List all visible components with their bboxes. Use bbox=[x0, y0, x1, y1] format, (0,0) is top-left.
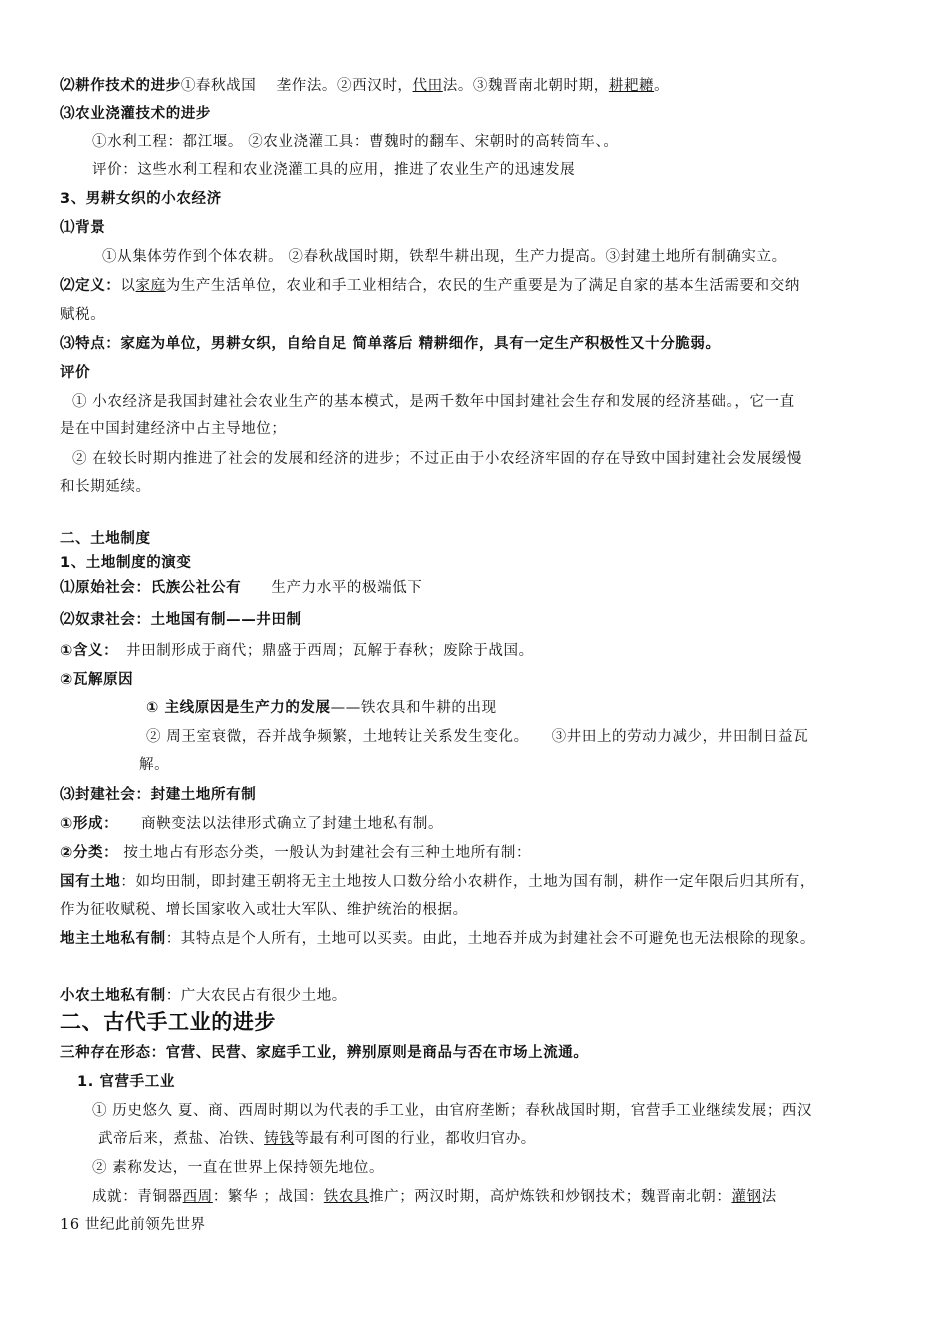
line-achievements: 成就：青铜器西周：繁华 ；战国：铁农具推广；两汉时期，高炉炼铁和炒钢技术；魏晋南北朝：灌钢法 bbox=[92, 1189, 777, 1205]
heading-evaluation: 评价 bbox=[60, 365, 91, 381]
line-main-reason: ① 主线原因是生产力的发展——铁农具和牛耕的出现 bbox=[146, 700, 497, 716]
line-eval-1: ① 小农经济是我国封建社会农业生产的基本模式，是两千数年中国封建社会生存和发展的经济基础。，它一直 bbox=[72, 394, 795, 410]
heading-official-handicraft: 1. 官营手工业 bbox=[77, 1074, 175, 1090]
line-official-developed: ② 素称发达，一直在世界上保持领先地位。 bbox=[92, 1160, 385, 1176]
heading-collapse-reasons: ②瓦解原因 bbox=[60, 672, 134, 688]
line-official-history-cont: 武帝后来，煮盐、冶铁、铸钱等最有利可图的行业，都收归官办。 bbox=[98, 1131, 536, 1147]
line-definition: ⑵定义：以家庭为生产生活单位，农业和手工业相结合，农民的生产重要是为了满足自家的基本生活需要和交纳 bbox=[60, 278, 800, 294]
line-meaning: ①含义： 井田制形成于商代；鼎盛于西周；瓦解于春秋；废除于战国。 bbox=[60, 643, 534, 659]
line-definition-cont: 赋税。 bbox=[60, 307, 106, 323]
line-plowing-tech: ⑵耕作技术的进步①春秋战国 垄作法。②西汉时，代田法。③魏晋南北朝时期，耕耙耱。 bbox=[60, 78, 670, 94]
line-primitive-society: ⑴原始社会：氏族公社公有 生产力水平的极端低下 bbox=[60, 580, 423, 596]
heading-slave-society: ⑵奴隶社会：土地国有制——井田制 bbox=[60, 612, 302, 628]
heading-plowing-tech: ⑵耕作技术的进步 bbox=[60, 78, 181, 94]
line-characteristics: ⑶特点：家庭为单位，男耕女织，自给自足 简单落后 精耕细作，具有一定生产积极性又十分脆弱。 bbox=[60, 336, 721, 352]
line-other-reasons-cont: 解。 bbox=[139, 757, 170, 773]
line-eval-2: ② 在较长时期内推进了社会的发展和经济的进步；不过正由于小农经济牢固的存在导致中国封建社会发展缓慢 bbox=[72, 451, 803, 467]
heading-handicraft: 二、古代手工业的进步 bbox=[60, 1010, 276, 1034]
line-irrigation-evaluation: 评价：这些水利工程和农业浇灌工具的应用，推进了农业生产的迅速发展 bbox=[92, 162, 576, 178]
line-formation: ①形成： 商鞅变法以法律形式确立了封建土地私有制。 bbox=[60, 816, 444, 832]
line-eval-1-cont: 是在中国封建经济中占主导地位； bbox=[60, 421, 287, 437]
line-achievements-cont: 16 世纪此前领先世界 bbox=[60, 1217, 206, 1233]
heading-feudal-society: ⑶封建社会：封建土地所有制 bbox=[60, 787, 257, 803]
heading-background: ⑴背景 bbox=[60, 220, 106, 236]
heading-small-peasant-economy: 3、男耕女织的小农经济 bbox=[60, 191, 222, 207]
heading-irrigation: ⑶农业浇灌技术的进步 bbox=[60, 106, 211, 122]
line-three-forms: 三种存在形态：官营、民营、家庭手工业，辨别原则是商品与否在市场上流通。 bbox=[60, 1045, 589, 1061]
line-irrigation-items: ①水利工程：都江堰。 ②农业浇灌工具：曹魏时的翻车、宋朝时的高转筒车、。 bbox=[92, 134, 619, 150]
line-landlord-land: 地主土地私有制：其特点是个人所有，土地可以买卖。由此，土地吞并成为封建社会不可避免也无法根除的现象。 bbox=[60, 931, 815, 947]
line-other-reasons: ② 周王室衰微，吞并战争频繁，土地转让关系发生变化。 ③井田上的劳动力减少，井田制日益瓦 bbox=[146, 729, 809, 745]
heading-land-system: 二、土地制度 bbox=[60, 531, 151, 547]
line-smallholder-land: 小农土地私有制：广大农民占有很少土地。 bbox=[60, 988, 347, 1004]
line-classification: ②分类： 按土地占有形态分类，一般认为封建社会有三种土地所有制： bbox=[60, 845, 532, 861]
line-state-land: 国有土地：如均田制，即封建王朝将无主土地按人口数分给小农耕作，土地为国有制，耕作一定年限后归其所有， bbox=[60, 874, 816, 890]
line-state-land-cont: 作为征收赋税、增长国家收入或壮大军队、维护统治的根据。 bbox=[60, 902, 468, 918]
heading-land-evolution: 1、土地制度的演变 bbox=[60, 555, 192, 571]
line-eval-2-cont: 和长期延续。 bbox=[60, 479, 151, 495]
line-background-items: ①从集体劳作到个体农耕。 ②春秋战国时期，铁犁牛耕出现，生产力提高。③封建土地所有制确实立。 bbox=[102, 249, 787, 265]
line-official-history: ① 历史悠久 夏、商、西周时期以为代表的手工业，由官府垄断；春秋战国时期，官营手工业继续发展；西汉 bbox=[92, 1103, 813, 1119]
